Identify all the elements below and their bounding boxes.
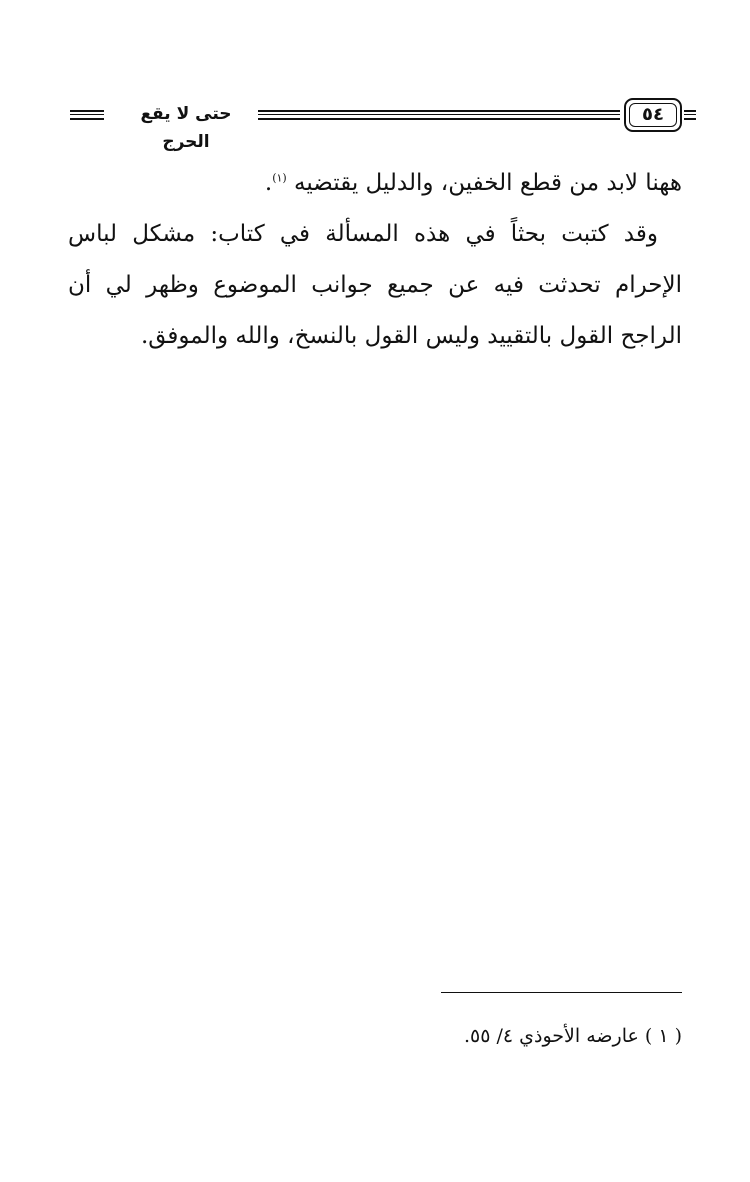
page-number: ٥٤	[624, 98, 682, 132]
footnote-1	[300, 1018, 682, 1054]
footnote-reference: (١)	[272, 171, 287, 185]
header-rule-left	[70, 110, 104, 120]
body-text	[68, 158, 682, 362]
header-rule-long	[258, 110, 620, 120]
footnote-marker: ( ١ )	[644, 1025, 682, 1047]
page-header	[62, 96, 696, 152]
paragraph-1-text: ههنا لابد من قطع الخفين، والدليل يقتضيه	[294, 170, 682, 196]
running-title: حتى لا يقع الحرج	[140, 104, 232, 152]
footnote-text: عارضه الأحوذي ٤/ ٥٥.	[463, 1025, 639, 1047]
paragraph-1-end: .	[264, 170, 273, 196]
paragraph-2: وقد كتبت بحثاً في هذه المسألة في كتاب: مشكل لباس الإحرام تحدثت فيه عن جميع جوانب الموضوع وظهر لي أن الراجح القول بالتقييد وليس القول بالنسخ، والله والموفق.	[68, 221, 682, 349]
footnote-separator	[441, 992, 682, 993]
paragraph-1	[68, 158, 682, 209]
header-rule-right	[684, 110, 696, 120]
